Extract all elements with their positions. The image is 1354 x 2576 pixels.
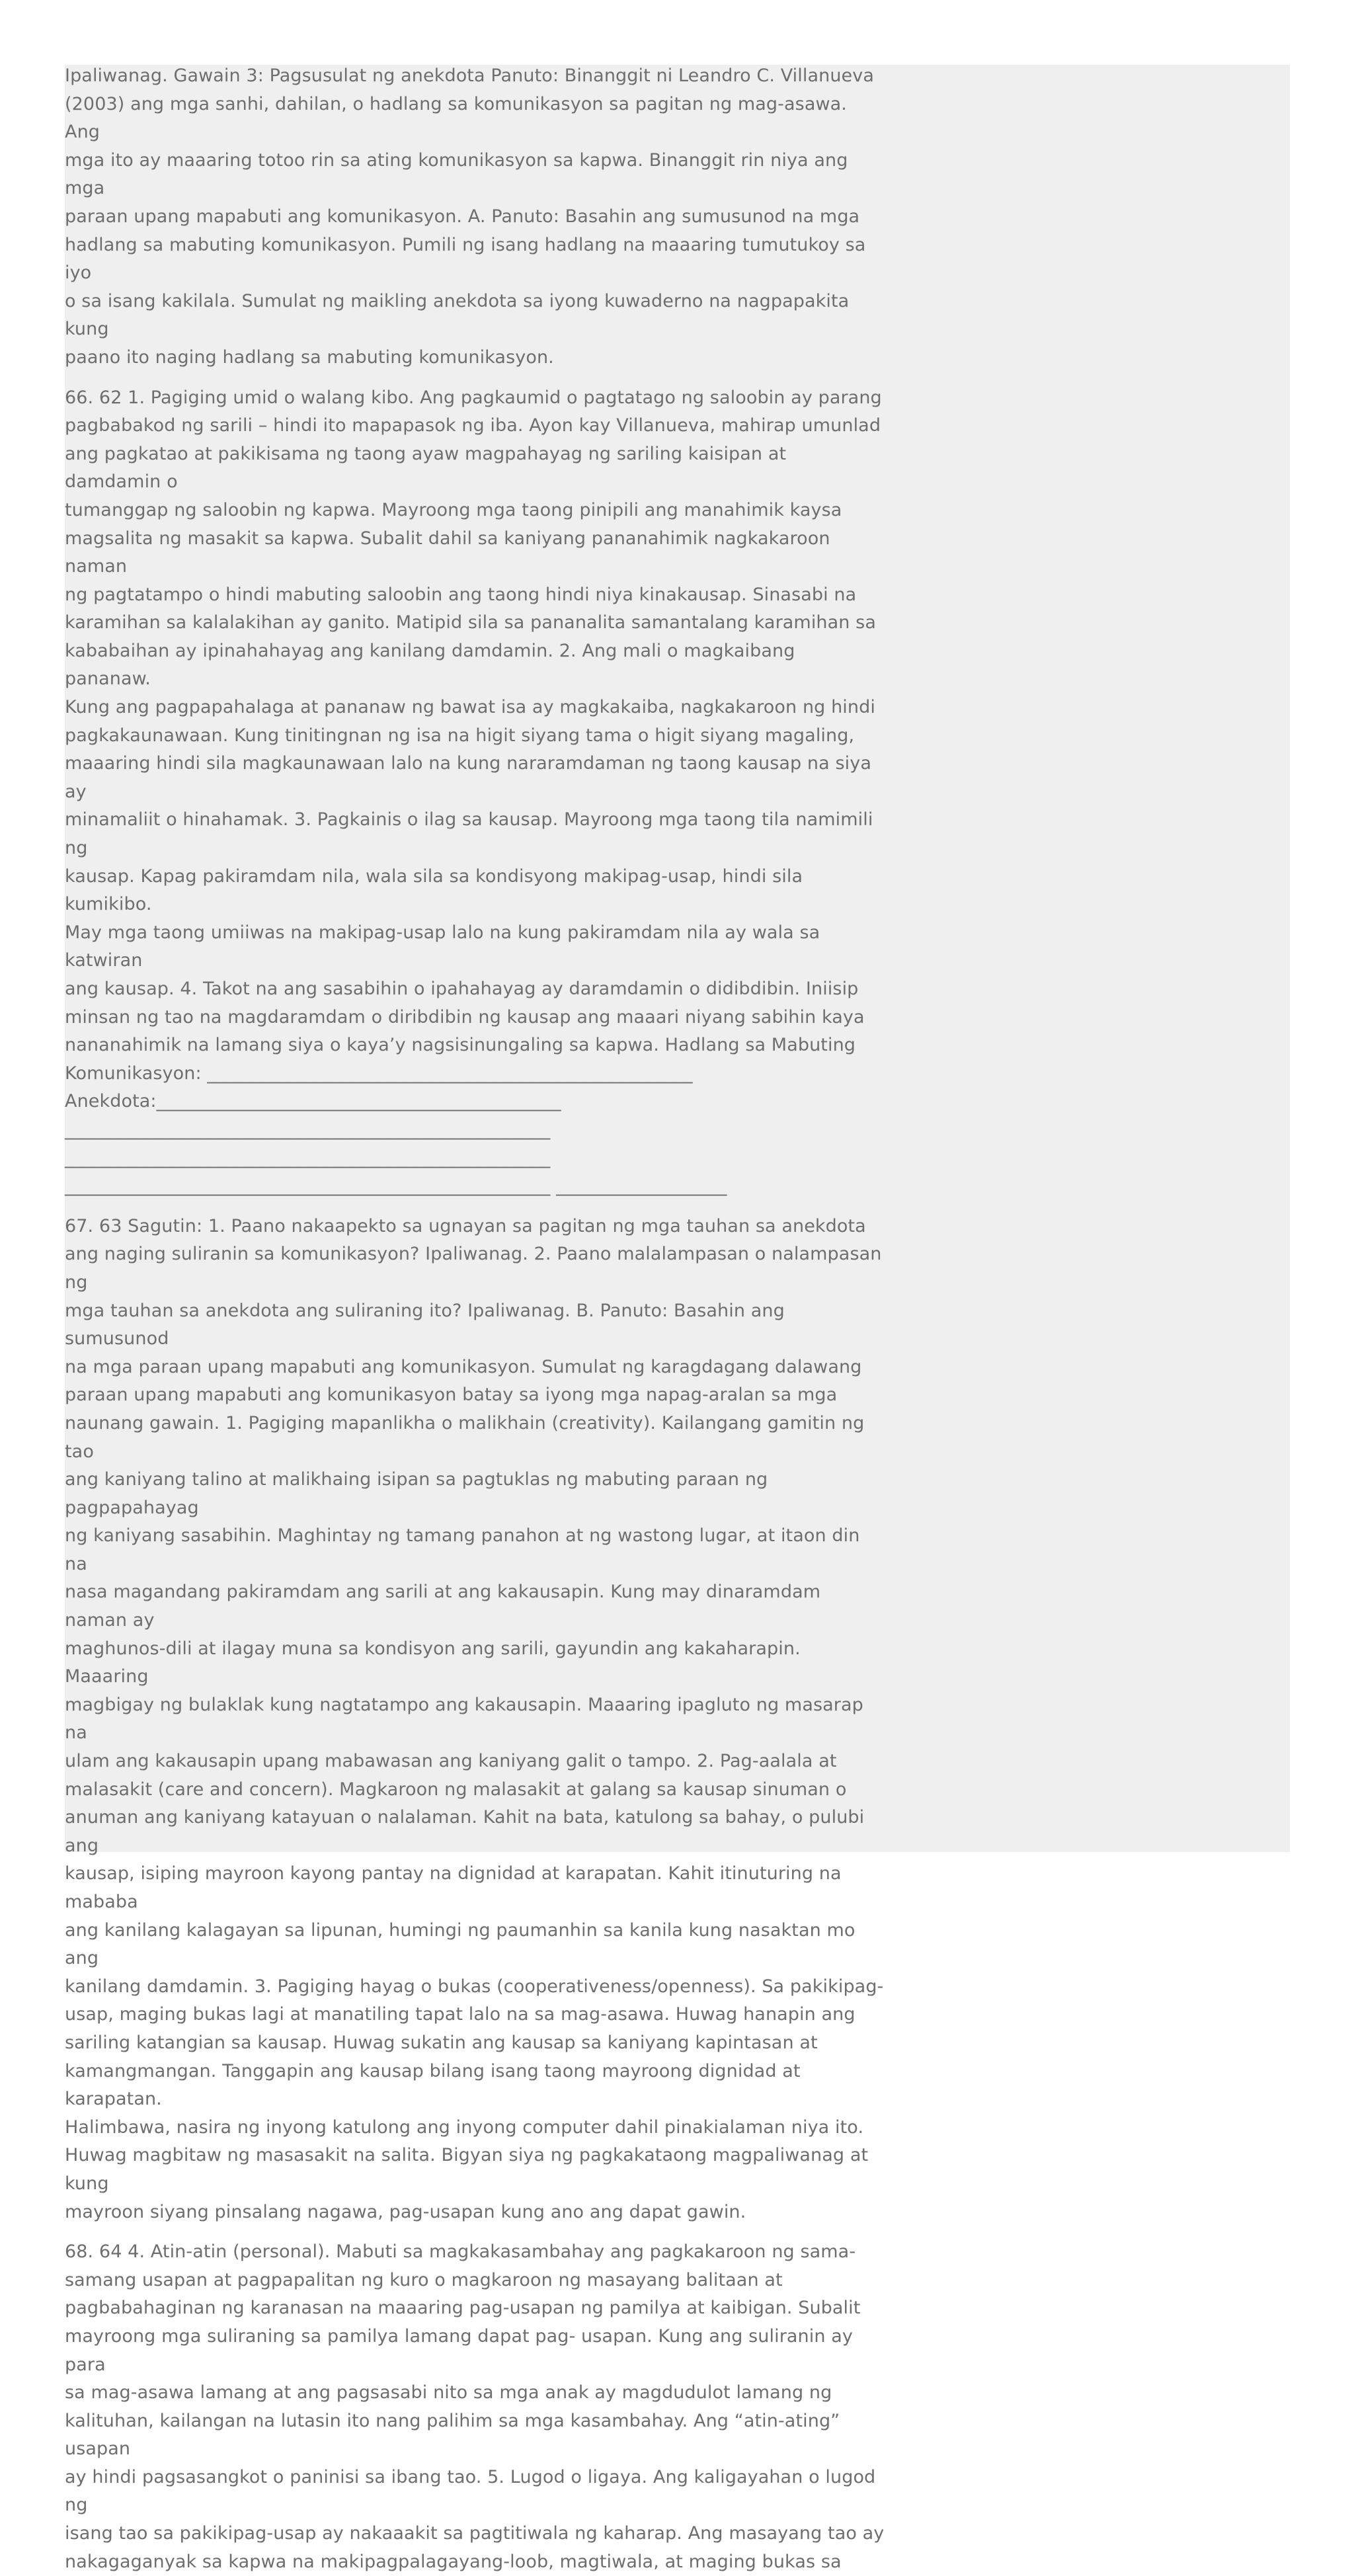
document-text: [65, 62, 885, 2576]
paragraph-66: 66. 62 1. Pagiging umid o walang kibo. Ang pagkaumid o pagtatago ng saloobin ay parang pagbabakod ng sarili – hindi ito mapapasok ng iba. Ayon kay Villanueva, mahirap umunlad ang pagkatao at pakikisama ng taong ayaw magpahayag ng sariling kaisipan at damdamin o tumanggap ng saloobin ng kapwa. Mayroong mga taong pinipili ang manahimik kaysa magsalita ng masakit sa kapwa. Subalit dahil sa kaniyang pananahimik nagkakaroon naman ng pagtatampo o hindi mabuting saloobin ang taong hindi niya kinakausap. Sinasabi na karamihan sa kalalakihan ay ganito. Matipid sila sa pananalita samantalang karamihan sa kababaihan ay ipinahahayag ang kanilang damdamin. 2. Ang mali o magkaibang pananaw. Kung ang pagpapahalaga at pananaw ng bawat isa ay magkakaiba, nagkakaroon ng hindi pagkakaunawaan. Kung tinitingnan ng isa na higit siyang tama o higit siyang magaling, maaaring hindi sila magkaunawaan lalo na kung nararamdaman ng taong kausap na siya ay minamaliit o hinahamak. 3. Pagkainis o ilag sa kausap. Mayroong mga taong tila namimili ng kausap. Kapag pakiramdam nila, wala sila sa kondisyong makipag-usap, hindi sila kumikibo. May mga taong umiiwas na makipag-usap lalo na kung pakiramdam nila ay wala sa katwiran ang kausap. 4. Takot na ang sasabihin o ipahahayag ay daramdamin o didibdibin. Iniisip minsan ng tao na magdaramdam o diribdibin ng kausap ang maaari niyang sabihin kaya nananahimik na lamang siya o kaya’y nagsisinungaling sa kapwa. Hadlang sa Mabuting Komunikasyon: ______________________________________________________ Anekdota:_____________________________________________ ______________________________________________________ ______________________________________________________ ______________________________________________________ ___________________: [65, 387, 882, 1197]
paragraph-intro: Ipaliwanag. Gawain 3: Pagsusulat ng anekdota Panuto: Binanggit ni Leandro C. Villanueva (2003) ang mga sanhi, dahilan, o hadlang sa komunikasyon sa pagitan ng mag-asawa. Ang mga ito ay maaaring totoo rin sa ating komunikasyon sa kapwa. Binanggit rin niya ang mga paraan upang mapabuti ang komunikasyon. A. Panuto: Basahin ang sumusunod na mga hadlang sa mabuting komunikasyon. Pumili ng isang hadlang na maaaring tumutukoy sa iyo o sa isang kakilala. Sumulat ng maikling anekdota sa iyong kuwaderno na nagpapakita kung paano ito naging hadlang sa mabuting komunikasyon.: [65, 65, 874, 368]
paragraph-68: 68. 64 4. Atin-atin (personal). Mabuti sa magkakasambahay ang pagkakaroon ng sama- samang usapan at pagpapalitan ng kuro o magkaroon ng masayang balitaan at pagbabahaginan ng karanasan na maaaring pag-usapan ng pamilya at kaibigan. Subalit mayroong mga suliraning sa pamilya lamang dapat pag- usapan. Kung ang suliranin ay para sa mag-asawa lamang at ang pagsasabi nito sa mga anak ay magdudulot lamang ng kalituhan, kailangan na lutasin ito nang palihim sa mga kasambahay. Ang “atin-ating” usapan ay hindi pagsasangkot o paninisi sa ibang tao. 5. Lugod o ligaya. Ang kaligayahan o lugod ng isang tao sa pakikipag-usap ay nakaaakit sa pagtitiwala ng kaharap. Ang masayang tao ay nakagaganyak sa kapwa na makipagpalagayang-loob, magtiwala, at maging bukas sa: [65, 2241, 885, 2572]
paragraph-67: 67. 63 Sagutin: 1. Paano nakaapekto sa ugnayan sa pagitan ng mga tauhan sa anekdota ang naging suliranin sa komunikasyon? Ipaliwanag. 2. Paano malalampasan o nalampasan ng mga tauhan sa anekdota ang suliraning ito? Ipaliwanag. B. Panuto: Basahin ang sumusunod na mga paraan upang mapabuti ang komunikasyon. Sumulat ng karagdagang dalawang paraan upang mapabuti ang komunikasyon batay sa iyong mga napag-aralan sa mga naunang gawain. 1. Pagiging mapanlikha o malikhain (creativity). Kailangang gamitin ng tao ang kaniyang talino at malikhaing isipan sa pagtuklas ng mabuting paraan ng pagpapahayag ng kaniyang sasabihin. Maghintay ng tamang panahon at ng wastong lugar, at itaon din na nasa magandang pakiramdam ang sarili at ang kakausapin. Kung may dinaramdam naman ay maghunos-dili at ilagay muna sa kondisyon ang sarili, gayundin ang kakaharapin. Maaaring magbigay ng bulaklak kung nagtatampo ang kakausapin. Maaaring ipagluto ng masarap na ulam ang kakausapin upang mabawasan ang kaniyang galit o tampo. 2. Pag-aalala at malasakit (care and concern). Magkaroon ng malasakit at galang sa kausap sinuman o anuman ang kaniyang katayuan o nalalaman. Kahit na bata, katulong sa bahay, o pulubi ang kausap, isiping mayroon kayong pantay na dignidad at karapatan. Kahit itinuturing na mababa ang kanilang kalagayan sa lipunan, humingi ng paumanhin sa kanila kung nasaktan mo ang kanilang damdamin. 3. Pagiging hayag o bukas (cooperativeness/openness). Sa pakikipag- usap, maging bukas lagi at manatiling tapat lalo na sa mag-asawa. Huwag hanapin ang sariling katangian sa kausap. Huwag sukatin ang kausap sa kaniyang kapintasan at kamangmangan. Tanggapin ang kausap bilang isang taong mayroong dignidad at karapatan. Halimbawa, nasira ng inyong katulong ang inyong computer dahil pinakialaman niya ito. Huwag magbitaw ng masasakit na salita. Bigyan siya ng pagkakataong magpaliwanag at kung mayroon siyang pinsalang nagawa, pag-usapan kung ano ang dapat gawin.: [65, 1215, 884, 2222]
